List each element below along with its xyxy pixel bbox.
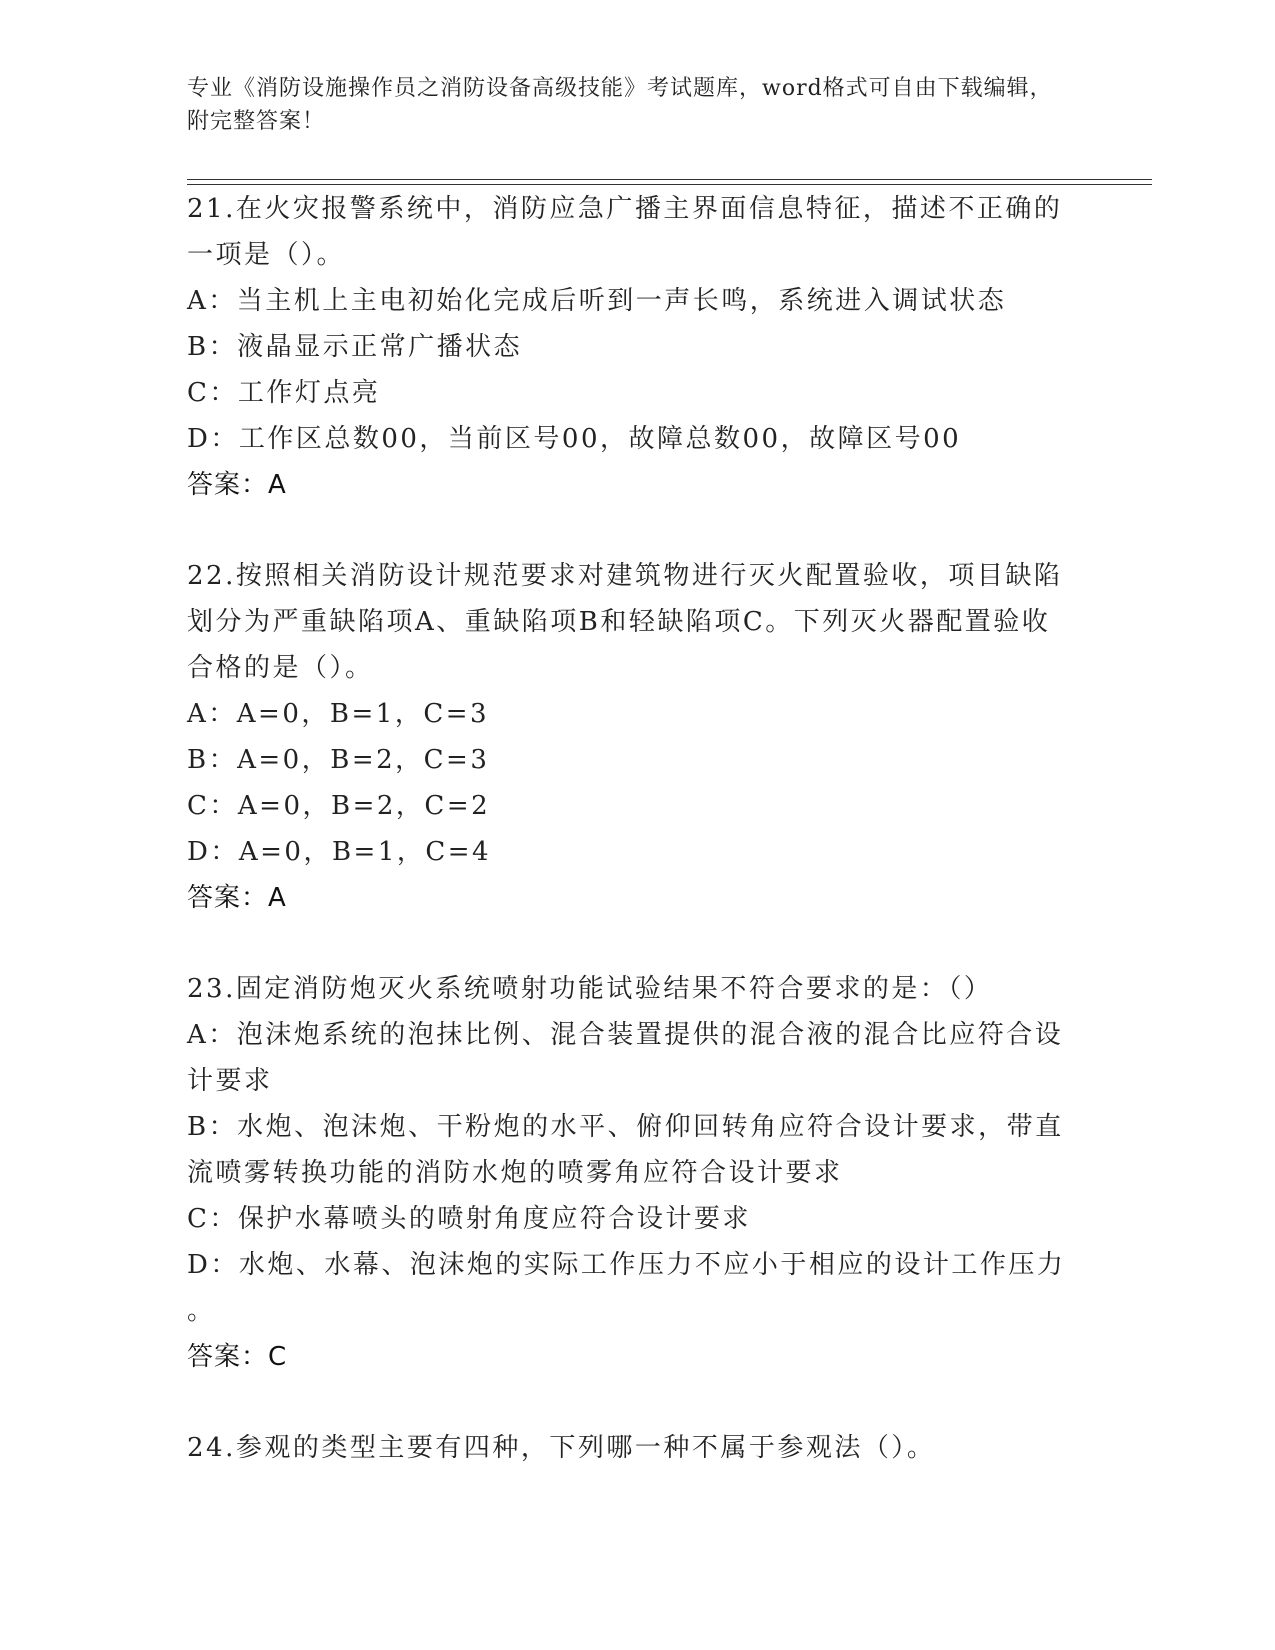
question-stem-line: 22.按照相关消防设计规范要求对建筑物进行灭火配置验收，项目缺陷	[187, 561, 1063, 591]
answer-label: 答案：A	[187, 470, 287, 500]
question-stem-line: 23.固定消防炮灭火系统喷射功能试验结果不符合要求的是：（）	[187, 974, 993, 1004]
option-a-continued: 计要求	[187, 1066, 273, 1096]
option-d: D：水炮、水幕、泡沫炮的实际工作压力不应小于相应的设计工作压力	[187, 1250, 1066, 1280]
answer-label: 答案：C	[187, 1342, 288, 1372]
option-c: C：保护水幕喷头的喷射角度应符合设计要求	[187, 1204, 751, 1234]
question-stem-line: 21.在火灾报警系统中，消防应急广播主界面信息特征，描述不正确的	[187, 194, 1063, 224]
question-24	[187, 1425, 1087, 1471]
option-c: C：工作灯点亮	[187, 378, 381, 408]
spacer	[187, 1380, 1087, 1425]
question-stem-line: 24.参观的类型主要有四种，下列哪一种不属于参观法（）。	[187, 1433, 936, 1463]
header-divider-top	[187, 179, 1152, 180]
spacer	[187, 921, 1087, 966]
question-list	[187, 186, 1087, 1471]
option-b-continued: 流喷雾转换功能的消防水炮的喷雾角应符合设计要求	[187, 1158, 843, 1188]
option-d: D：A=0，B=1，C=4	[187, 837, 492, 867]
header-divider-bottom	[187, 184, 1152, 185]
option-a: A：当主机上主电初始化完成后听到一声长鸣，系统进入调试状态	[187, 286, 1007, 316]
question-stem-line: 合格的是（）。	[187, 653, 374, 683]
option-b: B：水炮、泡沫炮、干粉炮的水平、俯仰回转角应符合设计要求，带直	[187, 1112, 1064, 1142]
question-22	[187, 553, 1087, 921]
question-23	[187, 966, 1087, 1380]
question-21	[187, 186, 1087, 508]
option-c: C：A=0，B=2，C=2	[187, 791, 491, 821]
option-b: B：液晶显示正常广播状态	[187, 332, 523, 362]
header-note: 专业《消防设施操作员之消防设备高级技能》考试题库，word格式可自由下载编辑，附完整答案！	[187, 76, 1053, 134]
question-stem-line: 一项是（）。	[187, 240, 346, 270]
answer-label: 答案：A	[187, 883, 287, 913]
question-stem-line: 划分为严重缺陷项A、重缺陷项B和轻缺陷项C。下列灭火器配置验收	[187, 607, 1051, 637]
spacer	[187, 508, 1087, 553]
option-a: A：泡沫炮系统的泡抹比例、混合装置提供的混合液的混合比应符合设	[187, 1020, 1064, 1050]
option-a: A：A=0，B=1，C=3	[187, 699, 490, 729]
option-d-continued: 。	[187, 1296, 216, 1326]
option-d: D：工作区总数00，当前区号00，故障总数00，故障区号00	[187, 424, 962, 454]
option-b: B：A=0，B=2，C=3	[187, 745, 490, 775]
